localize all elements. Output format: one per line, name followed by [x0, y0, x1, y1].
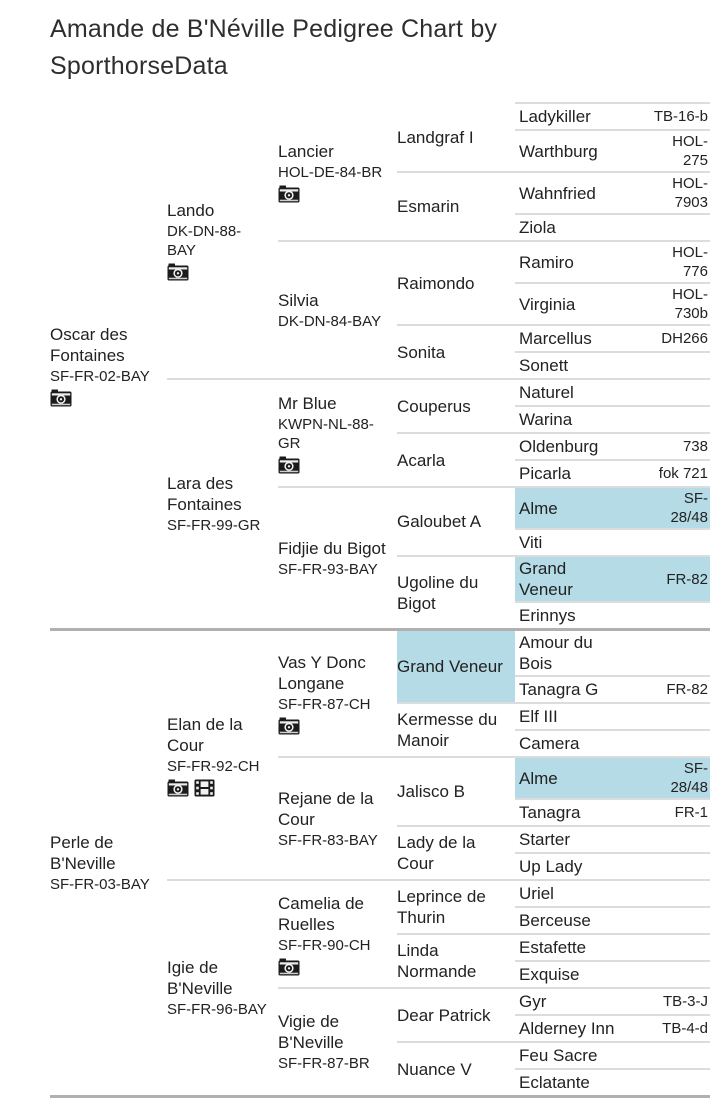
horse-cell — [515, 241, 710, 283]
horse-cell — [515, 214, 710, 241]
horse-cell — [515, 907, 710, 934]
horse-cell — [515, 630, 710, 677]
horse-cell — [515, 602, 710, 630]
horse-name: Oldenburg — [519, 437, 599, 456]
horse-name: Raimondo — [397, 273, 475, 293]
horse-id: SF-28/48 — [670, 490, 708, 526]
horse-name: Gyr — [519, 992, 547, 1011]
horse-cell — [515, 730, 710, 757]
horse-name: Vigie de B'Neville — [278, 1012, 344, 1052]
horse-name: Oscar des Fontaines — [50, 325, 128, 365]
horse-name: Alderney Inn — [519, 1019, 615, 1038]
horse-cell — [515, 934, 710, 961]
horse-cell — [515, 379, 710, 406]
camera-icon — [278, 456, 300, 474]
horse-name: Fidjie du Bigot — [278, 538, 386, 558]
horse-name: Landgraf I — [397, 127, 474, 147]
horse-cell — [397, 379, 515, 433]
horse-name: Camelia de Ruelles — [278, 893, 364, 934]
horse-cell — [515, 961, 710, 988]
horse-cell — [515, 1015, 710, 1042]
horse-reg-code: SF-FR-92-CH — [167, 757, 260, 775]
horse-name: Nuance V — [397, 1059, 472, 1079]
camera-icon — [278, 185, 300, 203]
horse-id: TB-3-J — [663, 993, 708, 1010]
horse-cell — [278, 880, 397, 988]
horse-reg-code: DK-DN-84-BAY — [278, 312, 382, 330]
horse-name: Warina — [519, 410, 573, 429]
media-icons — [167, 779, 268, 797]
horse-cell — [278, 487, 397, 630]
horse-name: Amour du Bois — [519, 633, 593, 673]
media-icons — [278, 717, 387, 735]
horse-name: Elan de la Cour — [167, 714, 243, 755]
horse-cell — [515, 556, 710, 602]
horse-id: FR-82 — [666, 681, 708, 698]
horse-cell — [515, 757, 710, 799]
horse-reg-code: SF-FR-96-BAY — [167, 1001, 267, 1018]
horse-name: Erinnys — [519, 606, 576, 625]
horse-name: Vas Y Donc Longane — [278, 653, 366, 693]
camera-icon — [50, 389, 72, 407]
horse-id: 738 — [682, 438, 708, 455]
horse-name: Eclatante — [519, 1073, 590, 1092]
horse-id: TB-4-d — [662, 1020, 708, 1037]
horse-cell — [515, 172, 710, 214]
horse-cell — [515, 325, 710, 352]
horse-cell — [397, 325, 515, 379]
camera-icon — [278, 958, 300, 976]
pedigree-row — [50, 630, 710, 677]
horse-cell — [515, 880, 710, 907]
horse-cell — [397, 880, 515, 934]
horse-name: Berceuse — [519, 911, 591, 930]
horse-id: DH266 — [661, 330, 708, 347]
horse-name: Starter — [519, 830, 571, 849]
horse-name: Silvia — [278, 290, 319, 310]
horse-cell — [515, 826, 710, 853]
horse-cell — [278, 103, 397, 241]
horse-reg-code: SF-FR-99-GR — [167, 517, 261, 534]
horse-id: SF-28/48 — [670, 760, 708, 796]
horse-id: HOL-776 — [672, 244, 708, 280]
horse-reg-code: SF-FR-83-BAY — [278, 831, 378, 849]
horse-id: FR-82 — [666, 570, 708, 588]
horse-name: Marcellus — [519, 329, 592, 348]
horse-name: Lancier — [278, 141, 334, 161]
horse-name: Grand Veneur — [397, 657, 503, 676]
horse-name: Lady de la Cour — [397, 833, 476, 873]
horse-cell — [397, 703, 515, 757]
horse-cell — [50, 103, 167, 630]
horse-reg-code: DK-DN-88-BAY — [167, 223, 242, 259]
horse-cell — [278, 988, 397, 1097]
horse-cell — [515, 103, 710, 130]
horse-cell — [167, 630, 278, 881]
horse-cell — [515, 1042, 710, 1069]
camera-icon — [167, 779, 189, 797]
horse-name: Elf III — [519, 707, 558, 726]
horse-cell — [278, 379, 397, 487]
horse-id: TB-16-b — [653, 108, 708, 125]
horse-reg-code: SF-FR-03-BAY — [50, 876, 150, 893]
horse-reg-code: SF-FR-87-CH — [278, 696, 371, 713]
media-icons — [278, 456, 387, 474]
horse-name: Uriel — [519, 884, 554, 903]
horse-name: Viti — [519, 533, 543, 552]
horse-name: Linda Normande — [397, 941, 477, 981]
horse-cell — [397, 556, 515, 630]
horse-name: Virginia — [519, 294, 576, 314]
pedigree-row — [50, 103, 710, 130]
horse-reg-code: KWPN-NL-88-GR — [278, 415, 374, 452]
horse-name: Lando — [167, 201, 215, 220]
horse-name: Grand Veneur — [519, 559, 573, 599]
horse-reg-code: SF-FR-93-BAY — [278, 560, 378, 578]
horse-name: Camera — [519, 734, 580, 753]
horse-name: Rejane de la Cour — [278, 788, 374, 829]
horse-cell — [167, 880, 278, 1097]
horse-name: Perle de B'Neville — [50, 833, 116, 873]
horse-id: HOL-7903 — [672, 175, 708, 211]
horse-cell — [515, 1069, 710, 1097]
horse-name: Galoubet A — [397, 512, 482, 531]
horse-name: Tanagra — [519, 803, 581, 822]
horse-cell — [397, 1042, 515, 1097]
horse-cell — [515, 529, 710, 556]
horse-cell — [167, 103, 278, 379]
horse-cell — [515, 703, 710, 730]
horse-cell — [515, 352, 710, 379]
horse-cell — [397, 241, 515, 325]
media-icons — [278, 958, 387, 976]
horse-name: Sonita — [397, 342, 446, 362]
media-icons — [278, 185, 387, 203]
page-title: Amande de B'Néville Pedigree Chart by SporthorseData — [50, 15, 498, 80]
horse-name: Acarla — [397, 450, 446, 470]
horse-id: fok 721 — [658, 465, 708, 482]
horse-cell — [50, 630, 167, 1097]
horse-name: Ramiro — [519, 252, 574, 272]
horse-cell — [515, 460, 710, 487]
horse-name: Ladykiller — [519, 107, 591, 126]
horse-cell — [397, 988, 515, 1042]
horse-name: Leprince de Thurin — [397, 887, 486, 927]
horse-cell — [515, 988, 710, 1015]
horse-cell — [515, 487, 710, 529]
horse-name: Jalisco B — [397, 782, 466, 801]
horse-reg-code: SF-FR-87-BR — [278, 1055, 370, 1072]
horse-cell — [278, 241, 397, 379]
horse-name: Alme — [519, 498, 558, 518]
horse-name: Igie de B'Neville — [167, 958, 233, 998]
horse-cell — [515, 676, 710, 703]
horse-cell — [515, 799, 710, 826]
horse-cell — [515, 406, 710, 433]
horse-cell — [515, 130, 710, 172]
horse-name: Esmarin — [397, 197, 460, 216]
horse-name: Naturel — [519, 383, 574, 402]
camera-icon — [167, 263, 189, 281]
pedigree-table — [50, 102, 710, 1098]
horse-id: HOL-275 — [672, 133, 708, 169]
horse-name: Mr Blue — [278, 393, 337, 413]
horse-cell — [397, 103, 515, 172]
horse-name: Couperus — [397, 396, 471, 416]
horse-cell — [278, 630, 397, 758]
horse-cell — [515, 283, 710, 325]
horse-cell — [167, 379, 278, 630]
horse-cell — [397, 934, 515, 988]
horse-name: Feu Sacre — [519, 1046, 598, 1065]
horse-name: Warthburg — [519, 141, 598, 161]
horse-reg-code: SF-FR-02-BAY — [50, 368, 150, 385]
horse-name: Exquise — [519, 965, 580, 984]
horse-name: Estafette — [519, 938, 587, 957]
film-icon — [194, 779, 215, 797]
horse-name: Kermesse du Manoir — [397, 710, 498, 750]
horse-cell — [515, 433, 710, 460]
horse-name: Ugoline du Bigot — [397, 572, 479, 613]
horse-name: Dear Patrick — [397, 1005, 491, 1025]
horse-name: Lara des Fontaines — [167, 474, 242, 514]
horse-cell — [397, 172, 515, 241]
horse-reg-code: SF-FR-90-CH — [278, 936, 371, 954]
horse-id: HOL-730b — [672, 286, 708, 322]
horse-name: Sonett — [519, 356, 569, 375]
horse-name: Picarla — [519, 464, 571, 483]
horse-cell — [397, 757, 515, 826]
horse-cell — [397, 487, 515, 556]
horse-reg-code: HOL-DE-84-BR — [278, 163, 383, 181]
horse-cell — [515, 853, 710, 880]
media-icons — [167, 263, 268, 281]
media-icons — [50, 389, 157, 407]
camera-icon — [278, 717, 300, 735]
horse-cell — [397, 433, 515, 487]
horse-cell — [278, 757, 397, 880]
horse-cell — [397, 826, 515, 880]
horse-name: Wahnfried — [519, 183, 596, 203]
horse-name: Up Lady — [519, 857, 583, 876]
horse-name: Tanagra G — [519, 680, 599, 699]
horse-name: Ziola — [519, 218, 556, 237]
horse-id: FR-1 — [674, 804, 708, 821]
horse-name: Alme — [519, 768, 558, 788]
horse-cell — [397, 630, 515, 704]
